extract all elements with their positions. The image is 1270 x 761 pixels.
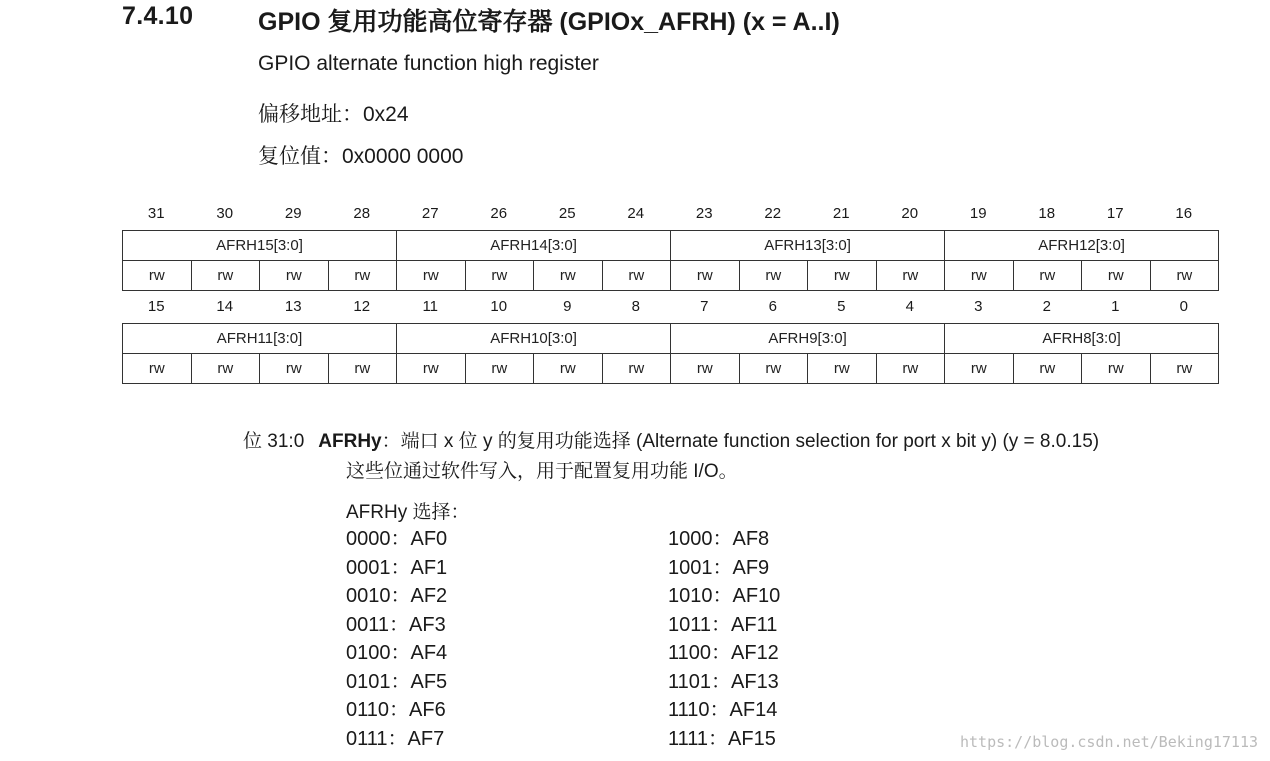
bit-number-13: 13 [284, 298, 302, 315]
access-cell: rw [739, 261, 808, 291]
selection-item: 1101：AF13 [668, 670, 779, 693]
lower-access-row [123, 354, 1219, 384]
field-summary: ：端口 x 位 y 的复用功能选择 (Alternate function selection for port x bit y) (y = 8.0.15) [381, 431, 1100, 452]
field-cell: AFRH15[3:0] [123, 231, 397, 261]
access-cell: rw [1013, 261, 1082, 291]
bit-description-header [243, 426, 1099, 453]
selection-item: 1110：AF14 [668, 699, 778, 721]
access-cell: rw [876, 354, 945, 384]
access-cell: rw [1013, 354, 1082, 384]
register-english-name: GPIO alternate function high register [258, 52, 599, 75]
bit-number-27: 27 [421, 205, 439, 222]
upper-field-row [123, 231, 1219, 261]
selection-item: 0010：AF2 [346, 585, 448, 607]
bit-number-24: 24 [627, 205, 645, 222]
lower-bit-numbers [122, 296, 1218, 318]
bit-number-14: 14 [216, 298, 234, 315]
bit-number-26: 26 [490, 205, 508, 222]
selection-item: 0011：AF3 [346, 613, 446, 636]
bit-number-15: 15 [147, 298, 165, 315]
bit-number-28: 28 [353, 205, 371, 222]
field-detail: 这些位通过软件写入，用于配置复用功能 I/O。 [346, 461, 738, 482]
access-cell: rw [397, 354, 466, 384]
access-cell: rw [328, 261, 397, 291]
access-cell: rw [945, 261, 1014, 291]
bit-number-30: 30 [216, 205, 234, 222]
access-cell: rw [671, 261, 740, 291]
selection-item: 0000：AF0 [346, 528, 448, 550]
bit-number-16: 16 [1175, 205, 1193, 222]
access-cell: rw [191, 261, 260, 291]
access-cell: rw [123, 261, 192, 291]
selection-item: 0111：AF7 [346, 727, 445, 750]
access-cell: rw [191, 354, 260, 384]
access-cell: rw [397, 261, 466, 291]
access-cell: rw [808, 354, 877, 384]
bit-number-7: 7 [700, 298, 709, 315]
bit-number-1: 1 [1111, 298, 1120, 315]
register-table-lower [122, 323, 1219, 384]
field-cell: AFRH8[3:0] [945, 324, 1219, 354]
reset-value: 复位值：0x0000 0000 [258, 145, 464, 168]
selection-item: 1010：AF10 [668, 585, 781, 607]
field-cell: AFRH10[3:0] [397, 324, 671, 354]
watermark: https://blog.csdn.net/Beking17113 [959, 733, 1258, 751]
access-cell: rw [1150, 354, 1219, 384]
field-name: AFRHy [318, 431, 382, 452]
access-cell: rw [808, 261, 877, 291]
access-cell: rw [671, 354, 740, 384]
bit-number-3: 3 [974, 298, 983, 315]
access-cell: rw [534, 354, 603, 384]
access-cell: rw [876, 261, 945, 291]
bit-number-17: 17 [1106, 205, 1124, 222]
field-cell: AFRH12[3:0] [945, 231, 1219, 261]
access-cell: rw [602, 261, 671, 291]
offset-address: 偏移地址：0x24 [258, 103, 409, 126]
bit-number-2: 2 [1042, 298, 1051, 315]
bit-number-21: 21 [832, 205, 850, 222]
bit-number-9: 9 [563, 298, 572, 315]
access-cell: rw [1082, 354, 1151, 384]
selection-item: 0001：AF1 [346, 556, 448, 579]
bit-range: 位 31:0 [243, 431, 305, 452]
register-table-upper [122, 230, 1219, 291]
selection-item: 1000：AF8 [668, 528, 770, 550]
bit-number-20: 20 [901, 205, 919, 222]
field-cell: AFRH13[3:0] [671, 231, 945, 261]
access-cell: rw [739, 354, 808, 384]
access-cell: rw [534, 261, 603, 291]
access-cell: rw [465, 261, 534, 291]
field-cell: AFRH14[3:0] [397, 231, 671, 261]
access-cell: rw [945, 354, 1014, 384]
bit-number-25: 25 [558, 205, 576, 222]
access-cell: rw [123, 354, 192, 384]
access-cell: rw [260, 261, 329, 291]
bit-number-22: 22 [764, 205, 782, 222]
upper-access-row [123, 261, 1219, 291]
bit-number-23: 23 [695, 205, 713, 222]
section-number: 7.4.10 [122, 2, 194, 30]
selection-item: 0110：AF6 [346, 699, 446, 721]
bit-number-12: 12 [353, 298, 371, 315]
section-title: GPIO 复用功能高位寄存器 (GPIOx_AFRH) (x = A..I) [258, 8, 840, 36]
selection-header: AFRHy 选择： [346, 502, 470, 523]
bit-number-19: 19 [969, 205, 987, 222]
selection-item: 1011：AF11 [668, 613, 778, 636]
access-cell: rw [1082, 261, 1151, 291]
access-cell: rw [465, 354, 534, 384]
bit-number-4: 4 [905, 298, 914, 315]
bit-number-0: 0 [1179, 298, 1188, 315]
upper-bit-numbers [122, 203, 1218, 225]
selection-item: 1100：AF12 [668, 642, 779, 664]
access-cell: rw [602, 354, 671, 384]
selection-item: 1001：AF9 [668, 556, 770, 579]
bit-number-29: 29 [284, 205, 302, 222]
bit-number-8: 8 [631, 298, 640, 315]
selection-item: 0100：AF4 [346, 642, 448, 664]
lower-field-row [123, 324, 1219, 354]
bit-number-10: 10 [490, 298, 508, 315]
bit-number-11: 11 [422, 298, 439, 315]
selection-item: 1111：AF15 [668, 727, 776, 750]
selection-item: 0101：AF5 [346, 670, 448, 693]
access-cell: rw [328, 354, 397, 384]
selection-list-left [346, 526, 447, 754]
access-cell: rw [1150, 261, 1219, 291]
bit-number-31: 31 [147, 205, 165, 222]
bit-number-5: 5 [837, 298, 846, 315]
access-cell: rw [260, 354, 329, 384]
bit-number-6: 6 [768, 298, 777, 315]
field-cell: AFRH9[3:0] [671, 324, 945, 354]
bit-number-18: 18 [1038, 205, 1056, 222]
field-cell: AFRH11[3:0] [123, 324, 397, 354]
selection-list-right [668, 526, 780, 754]
